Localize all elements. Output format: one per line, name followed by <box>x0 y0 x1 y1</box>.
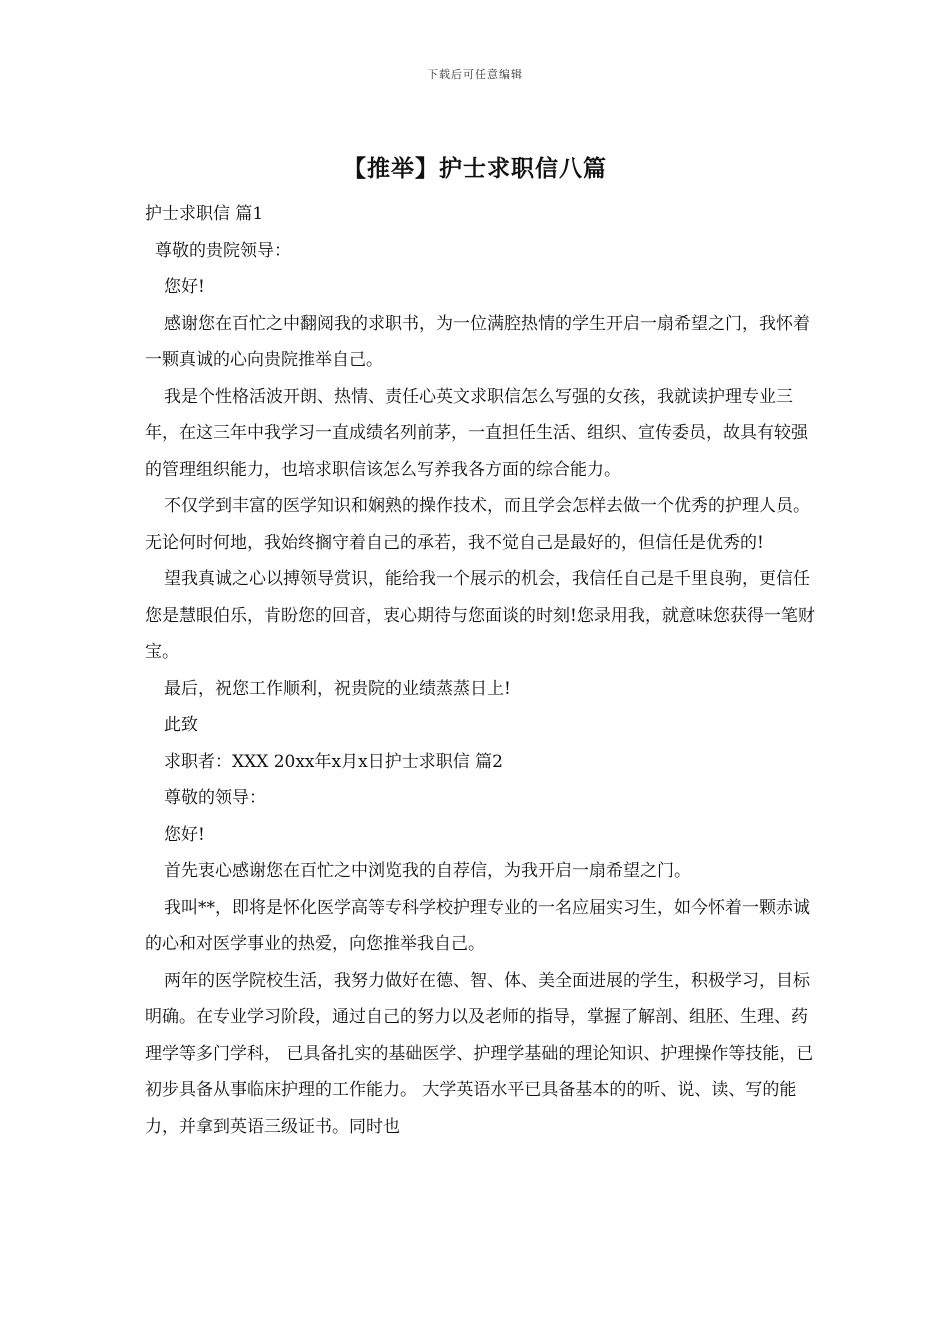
body-paragraph: 最后，祝您工作顺利，祝贵院的业绩蒸蒸日上! <box>164 678 511 699</box>
body-paragraph: 不仅学到丰富的医学知识和娴熟的操作技术，而且学会怎样去做一个优秀的护理人员。无论何时何地，我始终搁守着自己的承若，我不觉自己是最好的，但信任是优秀的! <box>145 496 810 553</box>
salutation: 尊敬的领导： <box>164 788 266 808</box>
signature-line: 求职者：XXX 20xx年x月x日护士求职信 篇2 <box>164 751 503 772</box>
body-paragraph: 我叫**，即将是怀化医学高等专科学校护理专业的一名应届实习生，如今怀着一颗赤诚的心和对医学事业的热爱，向您推举我自己。 <box>145 897 810 954</box>
greeting: 您好! <box>164 277 205 297</box>
closing: 此致 <box>164 715 198 735</box>
section-heading: 护士求职信 篇1 <box>145 204 264 224</box>
document-title: 【推举】护士求职信八篇 <box>343 155 607 182</box>
body-paragraph: 望我真诚之心以搏领导赏识，能给我一个展示的机会，我信任自己是千里良驹，更信任您是慧眼伯乐，肯盼您的回音，衷心期待与您面谈的时刻!您录用我，就意味您获得一笔财宝。 <box>145 569 815 662</box>
body-paragraph: 我是个性格活波开朗、热情、责任心英文求职信怎么写强的女孩，我就读护理专业三年，在这三年中我学习一直成绩名列前茅，一直担任生活、组织、宣传委员，故具有较强的管理组织能力，也培求职信该怎么写养我各方面的综合能力。 <box>145 386 808 480</box>
header-note: 下载后可任意编辑 <box>427 68 523 81</box>
salutation: 尊敬的贵院领导： <box>155 240 291 261</box>
body-paragraph: 感谢您在百忙之中翻阅我的求职书，为一位满腔热情的学生开启一扇希望之门，我怀着一颗真诚的心向贵院推举自己。 <box>145 313 810 370</box>
greeting: 您好! <box>164 824 205 845</box>
document-body <box>145 196 817 1145</box>
body-paragraph: 两年的医学院校生活，我努力做好在德、智、体、美全面进展的学生，积极学习，目标明确。在专业学习阶段，通过自己的努力以及老师的指导，掌握了解剖、组胚、生理、药理学等多门学科， 已具备扎实的基础医学、护理学基础的理论知识、护理操作等技能，已初步具备从事临床护理的工作能力。 大学英语水平已具备基本的的听、说、读、写的能力，并拿到英语三级证书。同时也 <box>145 970 814 1137</box>
body-paragraph: 首先衷心感谢您在百忙之中浏览我的自荐信，为我开启一扇希望之门。 <box>164 861 691 881</box>
